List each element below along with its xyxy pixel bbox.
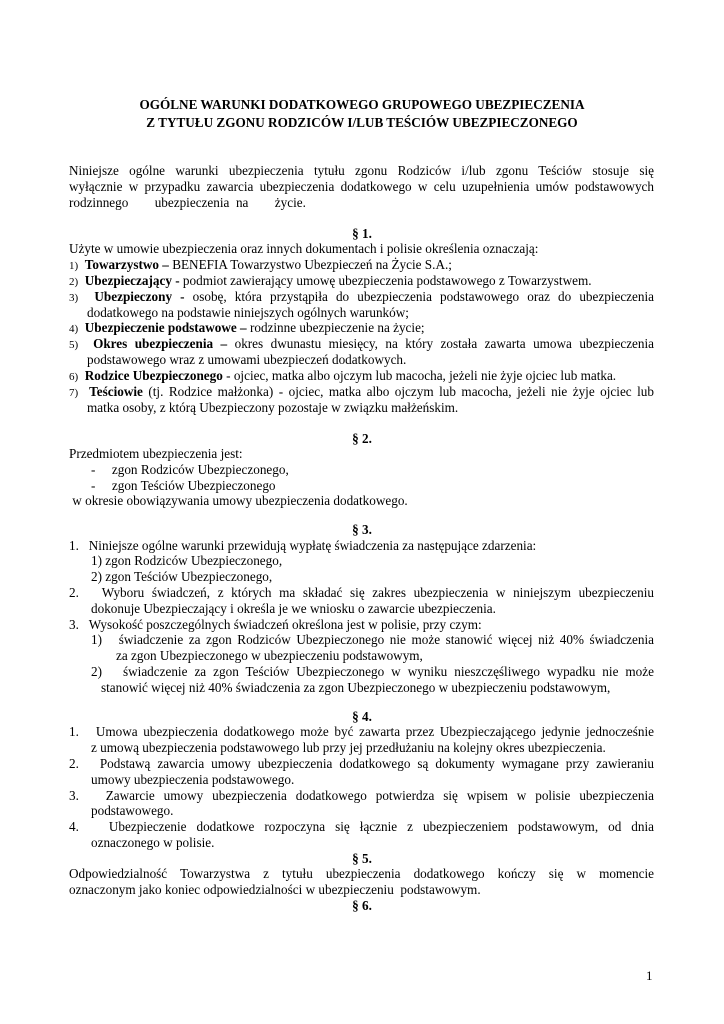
- section-3-heading: § 3.: [352, 522, 372, 537]
- section-3-point-2-continuation: dokonuje Ubezpieczający i określa je we wniosku o zawarcie ubezpieczenia.: [91, 601, 496, 616]
- section-4-point-3-continuation: podstawowego.: [91, 803, 174, 818]
- definition-item: 7) Teściowie (tj. Rodzice małżonka) - ojciec, matka albo ojczym lub macocha, jeżeli nie żyje ojciec lub: [69, 384, 654, 399]
- definition-item-continuation: podstawowego wraz z umowami ubezpieczeń dodatkowych.: [87, 352, 407, 367]
- section-5-line-2: oznaczonym jako koniec odpowiedzialności w ubezpieczeniu podstawowym.: [69, 882, 481, 897]
- section-4-point-1-continuation: z umową ubezpieczenia podstawowego lub przy jej przedłużaniu na kolejny okres ubezpieczenia.: [91, 740, 606, 755]
- section-3-point-1: 1. Niniejsze ogólne warunki przewidują wypłatę świadczenia za następujące zdarzenia:: [69, 538, 537, 553]
- section-3-point-1a: 1) zgon Rodziców Ubezpieczonego,: [91, 553, 283, 568]
- page-number: 1: [646, 968, 653, 983]
- section-4-heading: § 4.: [352, 709, 372, 724]
- section-5-heading: § 5.: [352, 851, 372, 866]
- intro-line-2: wyłącznie w przypadku zawarcia ubezpieczenia dodatkowego w celu uzupełnienia umów podstawowych: [69, 179, 654, 194]
- definition-item: 1) Towarzystwo – BENEFIA Towarzystwo Ubezpieczeń na Życie S.A.;: [69, 257, 452, 272]
- section-3-point-3b: 2) świadczenie za zgon Teściów Ubezpieczonego w wyniku nieszczęśliwego wypadku nie może: [91, 664, 654, 679]
- section-4-point-2: 2. Podstawą zawarcia umowy ubezpieczenia dodatkowego są dokumenty wymagane przy zawieraniu: [69, 756, 655, 771]
- section-4-point-4: 4. Ubezpieczenie dodatkowe rozpoczyna się łącznie z ubezpieczeniem podstawowym, od dnia: [69, 819, 655, 834]
- definition-item-continuation: matka osoby, z którą Ubezpieczony pozostaje w związku małżeńskim.: [87, 400, 459, 415]
- section-4-point-1: 1. Umowa ubezpieczenia dodatkowego może być zawarta przez Ubezpieczającego jedynie jednocześnie: [69, 724, 655, 739]
- section-3-point-2: 2. Wyboru świadczeń, z których ma składać się zakres ubezpieczenia w niniejszym ubezpieczeniu: [69, 585, 654, 600]
- intro-line-3: rodzinnego ubezpieczenia na życie.: [69, 195, 306, 210]
- definition-item: 3) Ubezpieczony - osobę, która przystąpiła do ubezpieczenia podstawowego oraz do ubezpieczenia: [69, 289, 655, 304]
- section-3-point-1b: 2) zgon Teściów Ubezpieczonego,: [91, 569, 273, 584]
- section-4-point-2-continuation: umowy ubezpieczenia podstawowego.: [91, 772, 295, 787]
- definition-item: 6) Rodzice Ubezpieczonego - ojciec, matka albo ojczym lub macocha, jeżeli nie żyje ojciec lub matka.: [69, 368, 617, 383]
- list-item: - zgon Rodziców Ubezpieczonego,: [91, 462, 289, 477]
- definition-item: 4) Ubezpieczenie podstawowe – rodzinne ubezpieczenie na życie;: [69, 320, 425, 335]
- section-2-heading: § 2.: [352, 431, 372, 446]
- section-5-line-1: Odpowiedzialność Towarzystwa z tytułu ubezpieczenia dodatkowego kończy się w momencie: [69, 866, 654, 881]
- list-item: - zgon Teściów Ubezpieczonego: [91, 478, 276, 493]
- section-2-tail: w okresie obowiązywania umowy ubezpieczenia dodatkowego.: [69, 493, 408, 508]
- definition-item: 2) Ubezpieczający - podmiot zawierający umowę ubezpieczenia podstawowego z Towarzystwem.: [69, 273, 592, 288]
- section-1-lead: Użyte w umowie ubezpieczenia oraz innych dokumentach i polisie określenia oznaczają:: [69, 241, 539, 256]
- section-2-lead: Przedmiotem ubezpieczenia jest:: [69, 446, 243, 461]
- section-3-point-3: 3. Wysokość poszczególnych świadczeń określona jest w polisie, przy czym:: [69, 617, 482, 632]
- section-4-point-3: 3. Zawarcie umowy ubezpieczenia dodatkowego potwierdza się wpisem w polisie ubezpieczenia: [69, 788, 654, 803]
- section-3-point-3a: 1) świadczenie za zgon Rodziców Ubezpieczonego nie może stanowić więcej niż 40% świadczenia: [91, 632, 654, 647]
- section-3-point-3b-continuation: stanowić więcej niż 40% świadczenia za zgon Ubezpieczonego w ubezpieczeniu podstawowym,: [101, 680, 611, 695]
- section-3-point-3a-continuation: za zgon Ubezpieczonego w ubezpieczeniu podstawowym,: [116, 648, 423, 663]
- section-1-heading: § 1.: [352, 226, 372, 241]
- definition-item-continuation: dodatkowego na podstawie niniejszych ogólnych warunków;: [87, 305, 409, 320]
- section-4-point-4-continuation: oznaczonego w polisie.: [91, 835, 215, 850]
- section-6-heading: § 6.: [352, 898, 372, 913]
- document-title-line-2: Z TYTUŁU ZGONU RODZICÓW I/LUB TEŚCIÓW UBEZPIECZONEGO: [146, 115, 578, 130]
- intro-line-1: Niniejsze ogólne warunki ubezpieczenia tytułu zgonu Rodziców i/lub zgonu Teściów stosuje się: [69, 163, 654, 178]
- definition-item: 5) Okres ubezpieczenia – okres dwunastu miesięcy, na który została zawarta umowa ubezpieczenia: [69, 336, 655, 351]
- document-title-line-1: OGÓLNE WARUNKI DODATKOWEGO GRUPOWEGO UBEZPIECZENIA: [139, 97, 585, 112]
